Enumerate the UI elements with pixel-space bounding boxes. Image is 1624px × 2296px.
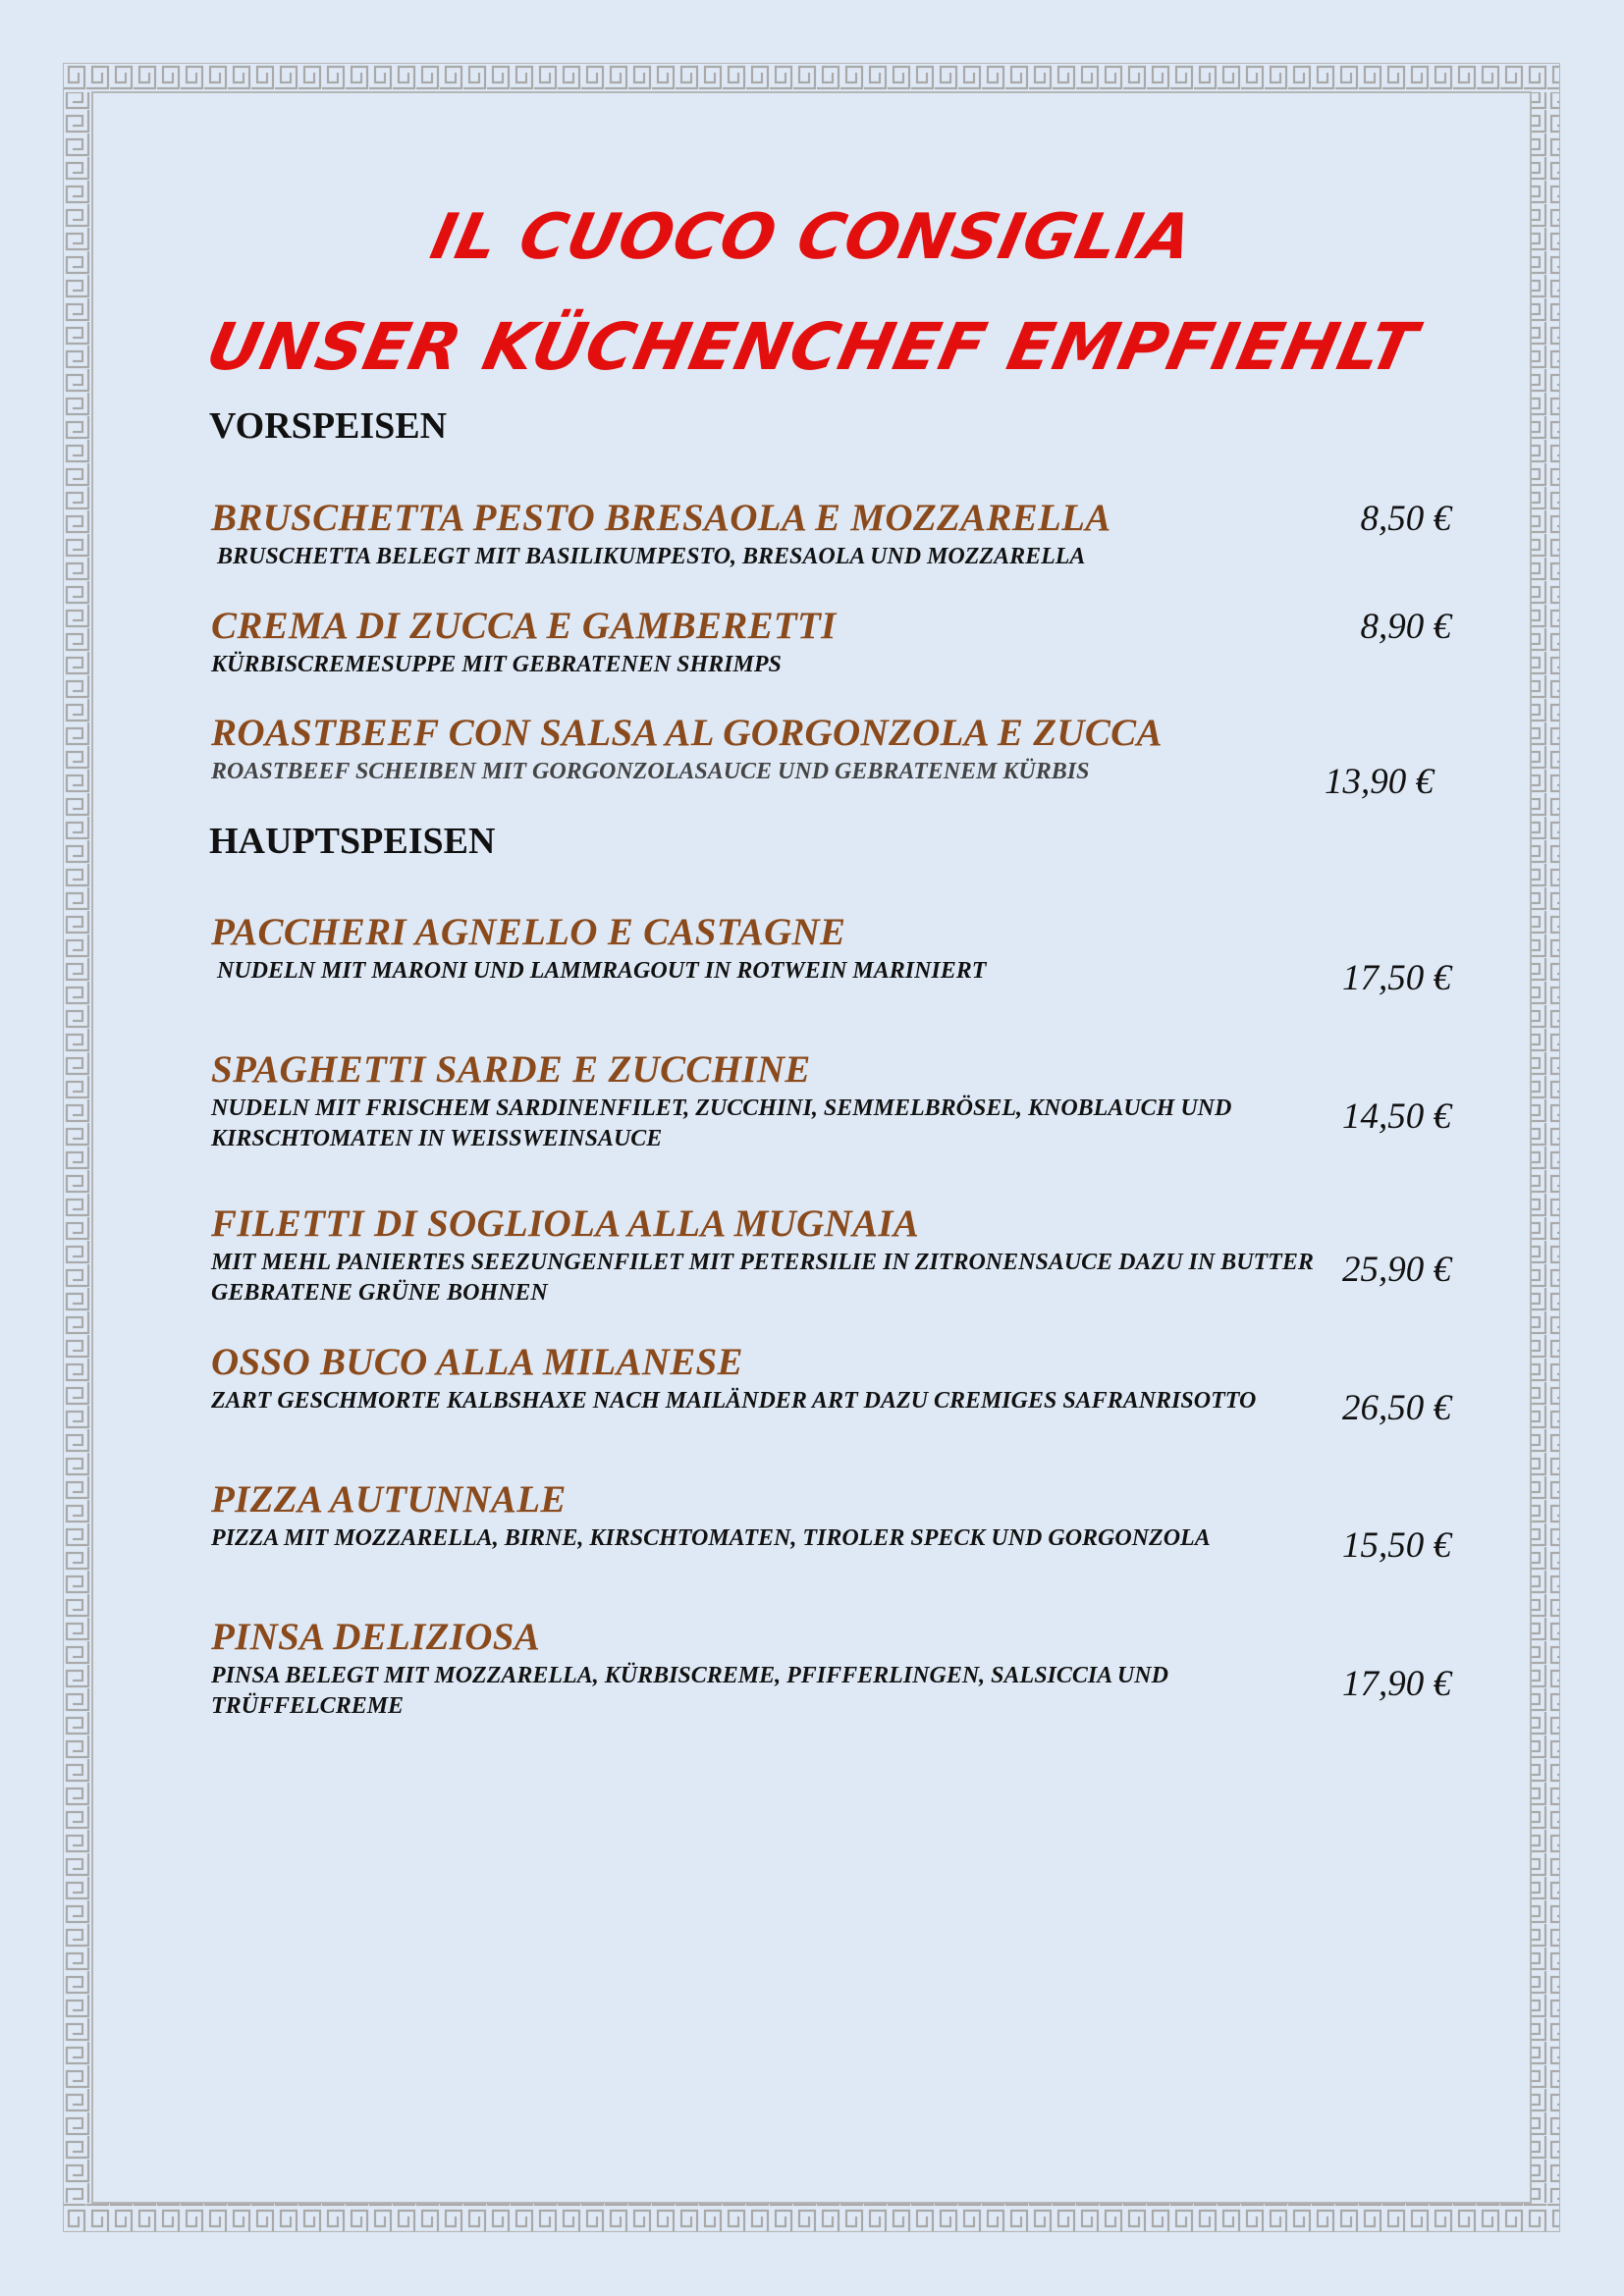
- dish-name: SPAGHETTI SARDE E ZUCCHINE: [211, 1048, 811, 1091]
- dish-price: 17,90 €: [1342, 1664, 1451, 1704]
- dish-price: 26,50 €: [1342, 1388, 1451, 1428]
- dish-description: ROASTBEEF SCHEIBEN MIT GORGONZOLASAUCE UND GEBRATENEM KÜRBIS: [211, 759, 1090, 784]
- dish-price: 15,50 €: [1342, 1525, 1451, 1566]
- dish-price: 14,50 €: [1342, 1096, 1451, 1137]
- section-heading-mains: HAUPTSPEISEN: [209, 821, 496, 862]
- dish-description: NUDELN MIT FRISCHEM SARDINENFILET, ZUCCHINI, SEMMELBRÖSEL, KNOBLAUCH UND KIRSCHTOMATEN IN WEISSWEINSAUCE: [211, 1095, 1232, 1151]
- dish-description: KÜRBISCREMESUPPE MIT GEBRATENEN SHRIMPS: [211, 652, 782, 677]
- dish-description: MIT MEHL PANIERTES SEEZUNGENFILET MIT PETERSILIE IN ZITRONENSAUCE DAZU IN BUTTER GEBRATENE GRÜNE BOHNEN: [211, 1250, 1314, 1306]
- dish-price: 25,90 €: [1342, 1250, 1451, 1290]
- title-german: UNSER KÜCHENCHEF EMPFIEHLT: [199, 309, 1425, 385]
- dish-description: PINSA BELEGT MIT MOZZARELLA, KÜRBISCREME, PFIFFERLINGEN, SALSICCIA UND TRÜFFELCREME: [211, 1663, 1168, 1719]
- dish-name: CREMA DI ZUCCA E GAMBERETTI: [211, 605, 837, 647]
- dish-price: 8,50 €: [1360, 499, 1451, 539]
- dish-price: 8,90 €: [1360, 607, 1451, 647]
- dish-price: 13,90 €: [1325, 762, 1434, 802]
- dish-name: PIZZA AUTUNNALE: [211, 1478, 567, 1521]
- dish-description: ZART GESCHMORTE KALBSHAXE NACH MAILÄNDER ART DAZU CREMIGES SAFRANRISOTTO: [211, 1388, 1257, 1414]
- dish-name: PINSA DELIZIOSA: [211, 1616, 541, 1658]
- section-heading-starters: VORSPEISEN: [209, 405, 448, 447]
- dish-name: OSSO BUCO ALLA MILANESE: [211, 1341, 743, 1383]
- dish-name: FILETTI DI SOGLIOLA ALLA MUGNAIA: [211, 1202, 920, 1245]
- dish-description: NUDELN MIT MARONI UND LAMMRAGOUT IN ROTWEIN MARINIERT: [217, 958, 987, 984]
- dish-name: BRUSCHETTA PESTO BRESAOLA E MOZZARELLA: [211, 497, 1111, 539]
- dish-price: 17,50 €: [1342, 958, 1451, 998]
- dish-name: PACCHERI AGNELLO E CASTAGNE: [211, 911, 846, 953]
- title-italian: IL CUOCO CONSIGLIA: [424, 201, 1200, 274]
- dish-description: BRUSCHETTA BELEGT MIT BASILIKUMPESTO, BRESAOLA UND MOZZARELLA: [217, 544, 1086, 569]
- dish-name: ROASTBEEF CON SALSA AL GORGONZOLA E ZUCCA: [211, 712, 1163, 754]
- dish-description: PIZZA MIT MOZZARELLA, BIRNE, KIRSCHTOMATEN, TIROLER SPECK UND GORGONZOLA: [211, 1525, 1211, 1551]
